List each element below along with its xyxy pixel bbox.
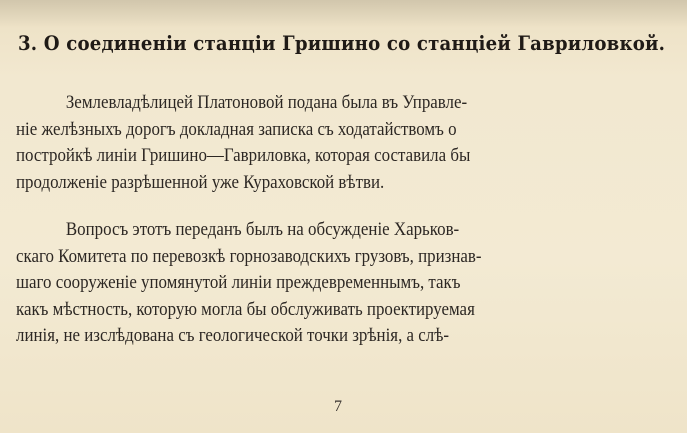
paragraph-line: продолженiе разрѣшенной уже Кураховской вѣтви. <box>16 171 385 193</box>
section-heading: 3. О соединенiи станцiи Гришино со станцiей Гавриловкой. <box>18 32 666 55</box>
paragraph-line: линiя, не изслѣдована съ геологической точки зрѣнiя, а слѣ- <box>16 325 450 346</box>
page-number: 7 <box>334 398 342 415</box>
paragraph-1 <box>16 90 687 196</box>
previous-page-bleed-through <box>0 0 687 28</box>
paragraph-line: скаго Комитета по перевозкѣ горнозаводскихъ грузовъ, признав- <box>16 245 482 267</box>
paragraph-line: шаго сооруженiе упомянутой линiи преждевременнымъ, такъ <box>16 272 461 293</box>
paragraph-line: Вопросъ этотъ переданъ былъ на обсужденiе Харьков- <box>65 219 460 240</box>
paragraph-2 <box>16 217 687 350</box>
paragraph-line: какъ мѣстность, которую могла бы обслуживать проектируемая <box>16 298 475 320</box>
paragraph-line: нiе желѣзныхъ дорогъ докладная записка съ ходатайствомъ о <box>16 118 457 140</box>
paragraph-line: постройкѣ линiи Гришино—Гавриловка, которая составила бы <box>16 145 471 166</box>
paragraph-line: Землевладѣлицей Платоновой подана была въ Управле- <box>65 92 468 113</box>
